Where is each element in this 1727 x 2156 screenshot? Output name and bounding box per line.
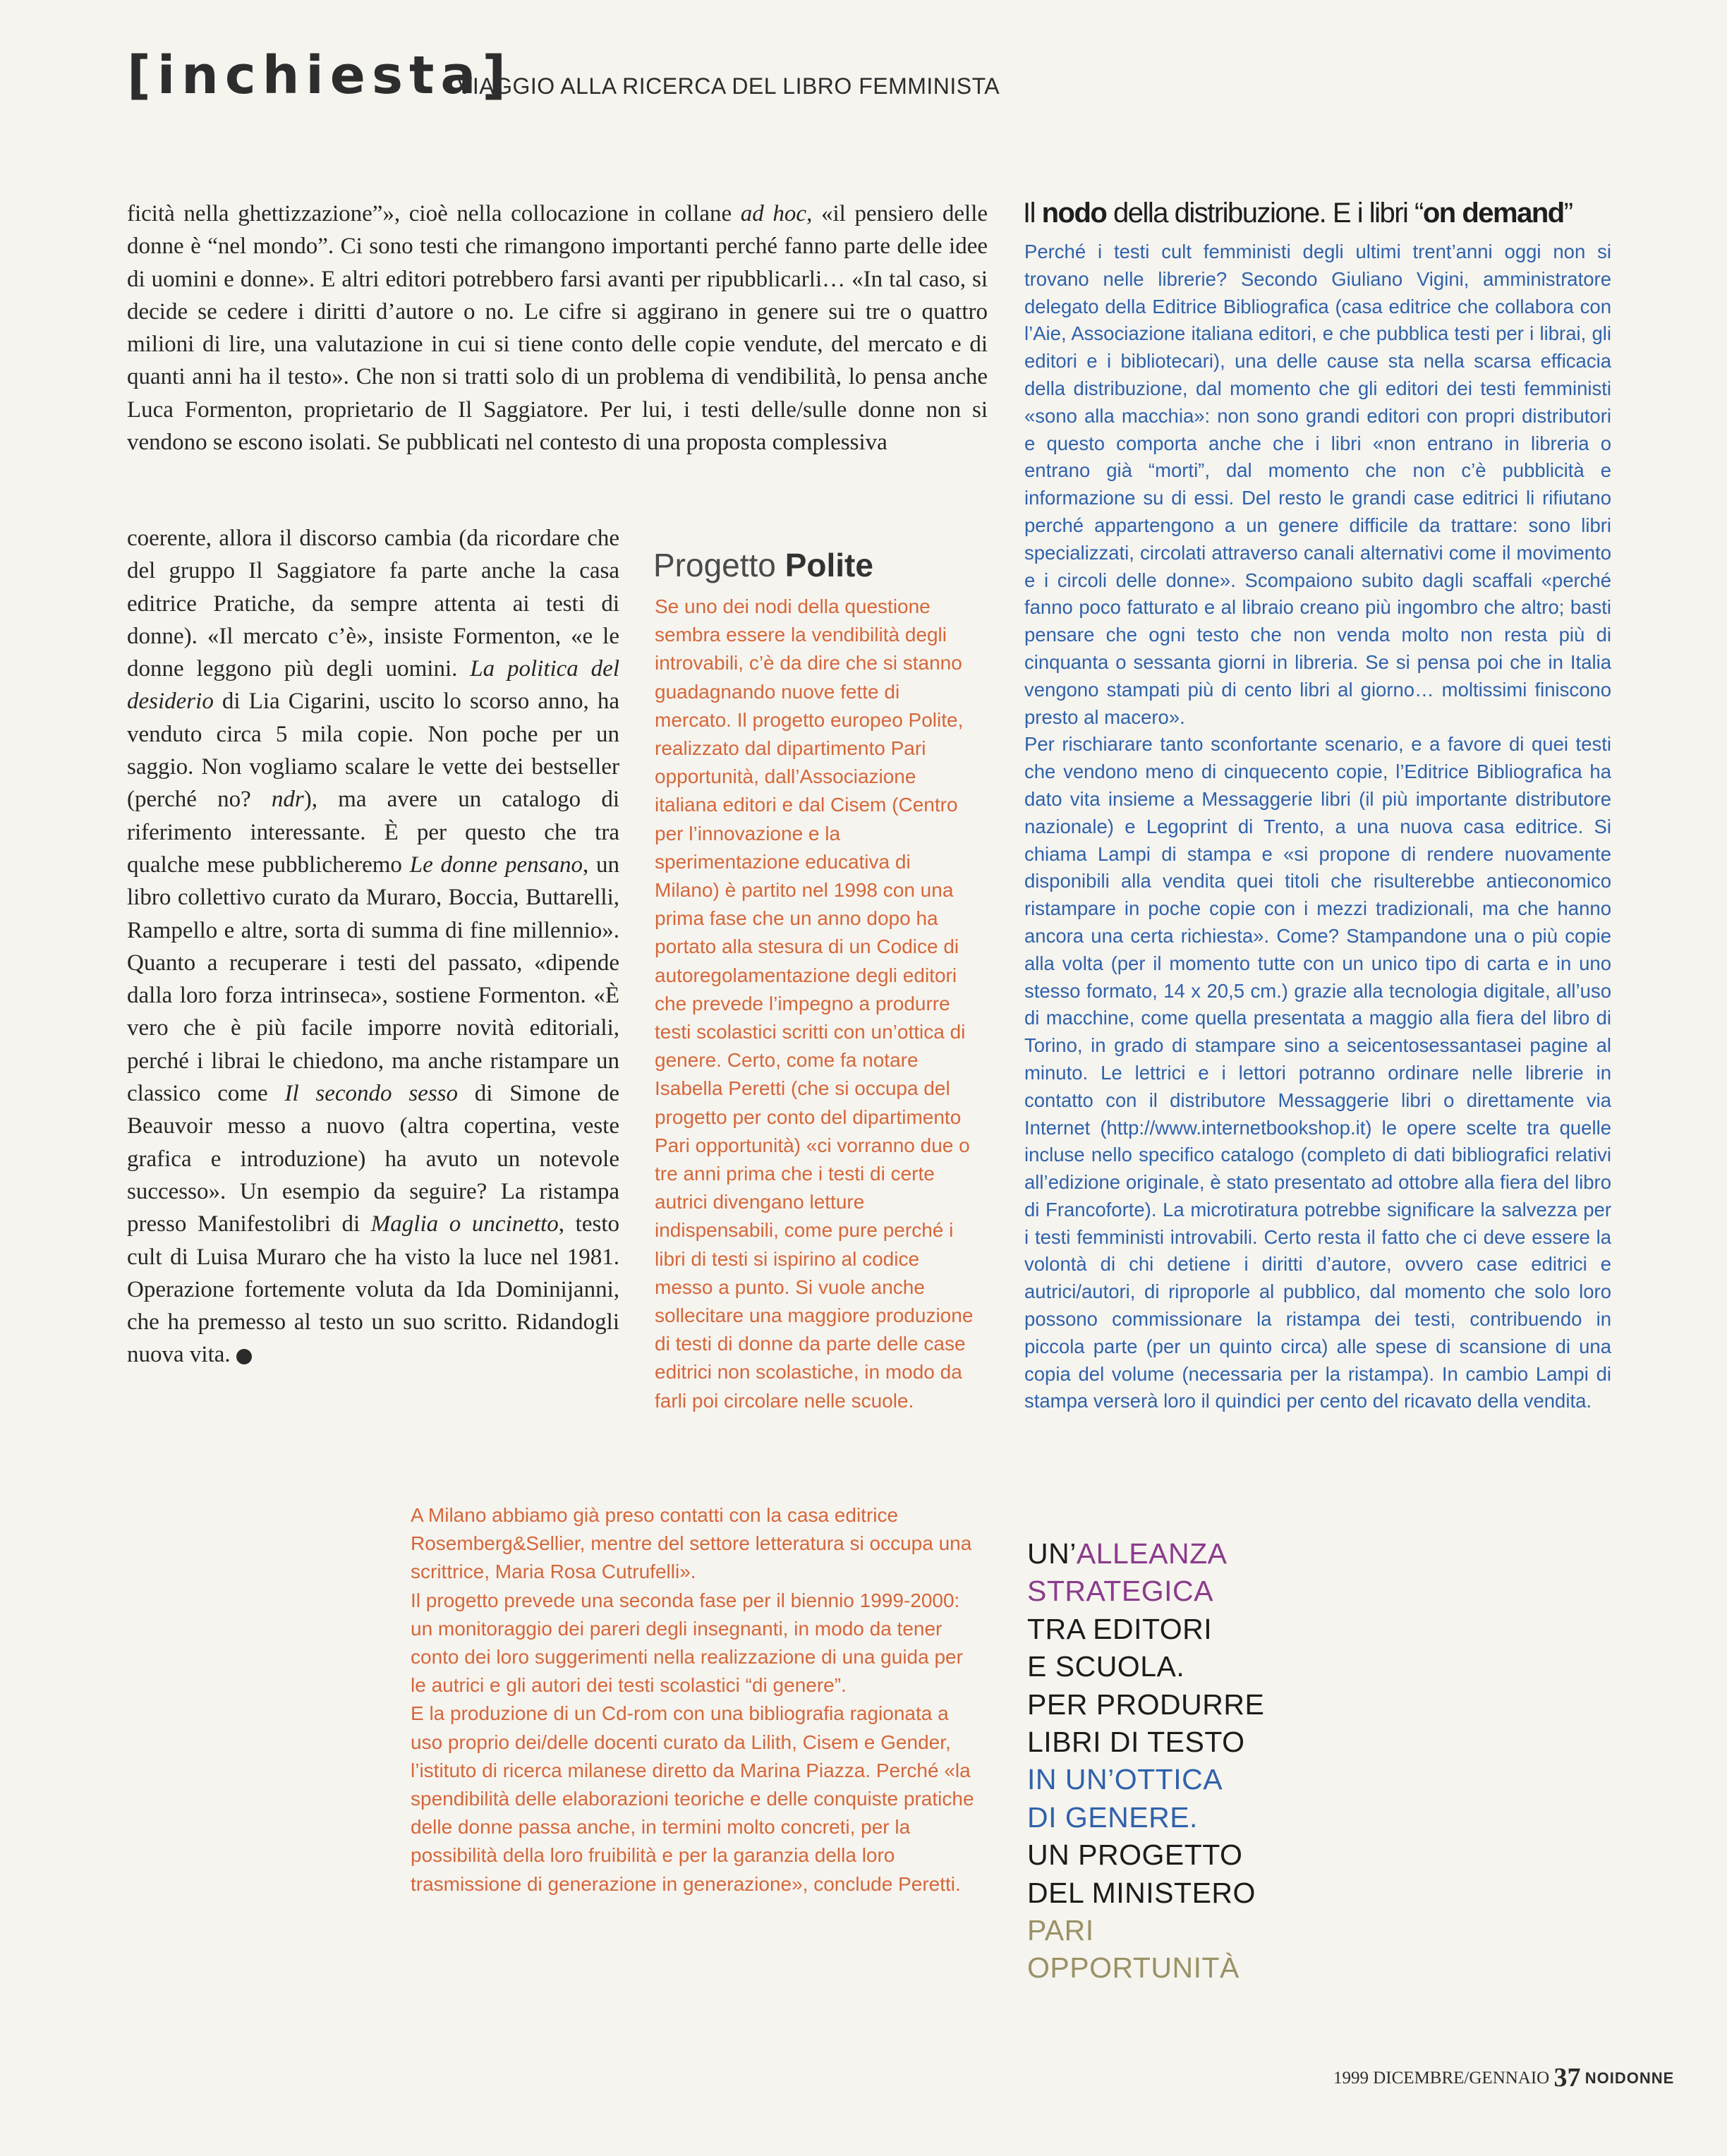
sidebar-title: Progetto Polite [653, 547, 873, 583]
sidebar-text-upper: Se uno dei nodi della questione sembra essere la vendibilità degli introvabili, c’è da dire che si stanno guadagnando nuove fette di mercato. Il progetto europeo Polite, realizzato dal dipartimento Pari opportunità, dall’Associazione italiana editori e dal Cisem (Centro per l’innovazione e la sperimentazione educativa di Milano) è partito nel 1998 con una prima fase che un anno dopo ha portato alla stesura di un Codice di autoregolamentazione degli editori che prevede l’impegno a produrre testi scolastici scritti con un’ottica di genere. Certo, come fa notare Isabella Peretti (che si occupa del progetto per conto del dipartimento Pari opportunità) «ci vorranno due o tre anni prima che i testi di certe autrici divengano letture indispensabili, come pure perché i libri di testi si ispirino al codice messo a punto. Si vuole anche sollecitare una maggiore produzione di testi di donne da parte delle case editrici non scolastiche, in modo da farli poi circolare nelle scuole. [655, 595, 974, 1412]
page-footer [1333, 2061, 1675, 2093]
pull-quote: UN’ALLEANZA STRATEGICA TRA EDITORI E SCUOLA. PER PRODURRE LIBRI DI TESTO IN UN’OTTICA DI GENERE. UN PROGETTO DEL MINISTERO PARI OPPORTUNITÀ [1027, 1537, 1265, 1985]
sidebar-text-lower: A Milano abbiamo già preso contatti con la casa editrice Rosemberg&Sellier, mentre del settore letteratura si occupa una scrittrice, Maria Rosa Cutrufelli». Il progetto prevede una seconda fase per il biennio 1999-2000: un monitoraggio dei pareri degli insegnanti, in modo da tener conto dei loro suggerimenti nella realizzazione di una guida per le autrici e gli autori dei testi scolastici “di genere”. E la produzione di un Cd-rom con una bibliografia ragionata a uso proprio dei/delle docenti curato da Lilith, Cisem e Gender, l’istituto di ricerca milanese diretto da Marina Piazza. Perché «la spendibilità delle elaborazioni teoriche e delle conquiste pratiche delle donne passa anche, in termini molto concreti, per la possibilità della loro fruibilità e per la garanzia della loro trasmissione di generazione in generazione», conclude Peretti. [411, 1504, 974, 1895]
article-subtitle: VIAGGIO ALLA RICERCA DEL LIBRO FEMMINISTA [457, 73, 1000, 99]
paragraph: ficità nella ghettizzazione”», cioè nella collocazione in collane ad hoc, «il pensiero delle donne è “nel mondo”. Ci sono testi che rimangono importanti perché fanno parte delle idee di uomini e donne». E altri editori potrebbero farsi avanti per ripubblicarli… «In tal caso, si decide se cedere i diritti d’autore o no. Le cifre si aggirano in genere sui tre o quattro milioni di lire, una valutazione in cui si tiene conto delle copie vendute, del mercato e di quanti anni ha il testo». Che non si tratti solo di un problema di vendibilità, lo pensa anche Luca Formenton, proprietario de Il Saggiatore. Per lui, i testi delle/sulle donne non si vendono se escono isolati. Se pubblicati nel contesto di una proposta complessiva [127, 201, 988, 456]
section-tag: [inchiesta] [127, 45, 513, 106]
distribution-text: Perché i testi cult femministi degli ultimi trent’anni oggi non si trovano nelle librerie? Secondo Giuliano Vigini, amministratore delegato della Editrice Bibliografica (casa editrice che collabora con l’Aie, Associazione italiana editori, e che pubblica testi per i librai, gli editori e i bibliotecari), una delle cause sta nella scarsa efficacia della distribuzione, dal momento che gli editori dei testi femministi «sono alla macchia»: non sono grandi editori con propri distributori e questo comporta anche che i libri «non entrano in libreria o entrano già “morti”, dal momento che non c’è pubblicità e informazione su di essi. Del resto le grandi case editrici li rifiutano perché appartengono a un genere difficile da trattare: sono libri specializzati, circolati attraverso canali alternativi come il movimento e i circoli delle donne». Scompaiono subito dagli scaffali «perché fanno poco fatturato e al libraio creano più ingombro che altro; basti pensare che ogni testo che non venda molto non resta più di cinquanta o sessanta giorni in libreria. Se si pensa poi che in Italia vengono stampati più di cento libri al giorno… moltissimi finiscono presto al macero». Per rischiarare tanto sconfortante scenario, e a favore di quei testi che vendono meno di cinquecento copie, l’Editrice Bibliografica ha dato vita insieme a Messaggerie libri (il più importante distributore nazionale) e Legoprint di Trento, a una nuova casa editrice. Si chiama Lampi di stampa e «si propone di rendere nuovamente disponibili alla vendita quei titoli che risulterebbe antieconomico ristampare in poche copie con i mezzi tradizionali, ma che hanno ancora una certa richiesta». Come? Stampandone una o più copie alla volta (per il momento tutte con un unico tipo di carta e in uno stesso formato, 14 x 20,5 cm.) grazie alla tecnologia digitale, all’uso di macchine, come quella presentata a maggio alla fiera del libro di Torino, in grado di stampare sino a seicentosessantasei pagine al minuto. Le lettrici e i lettori potranno ordinare nelle librerie in contatto con il distributore Messaggerie libri o direttamente via Internet (http://www.internetbookshop.it) le opere scelte tra quelle incluse nello specifico catalogo (completo di dati bibliografici relativi all’edizione originale, è stato presentato ad ottobre alla fiera del libro di Francoforte). La microtiratura potrebbe significare la salvezza per i testi femministi introvabili. Certo resta il fatto che ci deve essere la volontà di chi detiene i diritti d’autore, ovvero case editrici e autrici/autori, di riproporle al pubblico, dal momento che solo loro possono commissionare la ristampa dei testi, contribuendo in piccola parte (per un quinto circa) alle spese di scansione di una copia del volume (necessaria per la ristampa). In cambio Lampi di stampa verserà loro il quindici per cento del ricavato della vendita. [1024, 241, 1611, 1412]
magazine-name: NOIDONNE [1584, 2069, 1675, 2087]
section-heading: Il nodo della distribuzione. E i libri “on demand” [1023, 198, 1573, 229]
page-number: 37 [1553, 2063, 1581, 2093]
body-text-upper [127, 198, 988, 459]
paragraph: coerente, allora il discorso cambia (da ricordare che del gruppo Il Saggiatore fa parte anche la casa editrice Pratiche, da sempre attenta ai testi di donne). «Il mercato c’è», insiste Formenton, «e le donne leggono più degli uomini. La politica del desiderio di Lia Cigarini, uscito lo scorso anno, ha venduto circa 5 mila copie. Non poche per un saggio. Non vogliamo scalare le vette dei bestseller (perché no? ndr), ma avere un catalogo di riferimento interessante. È per questo che tra qualche mese pubblicheremo Le donne pensano, un libro collettivo curato da Muraro, Boccia, Buttarelli, Rampello e altre, sorta di summa di fine millennio». Quanto a recuperare i testi del passato, «dipende dalla loro forza intrinseca», sostiene Formenton. «È vero che è più facile imporre novità editoriali, perché i librai le chiedono, ma anche ristampare un classico come Il secondo sesso di Simone de Beauvoir messo a nuovo (altra copertina, veste grafica e introduzione) ha avuto un notevole successo». Un esempio da seguire? La ristampa presso Manifestolibri di Maglia o uncinetto, testo cult di Luisa Muraro che ha visto la luce nel 1981. Operazione fortemente voluta da Ida Dominijanni, che ha premesso al testo un suo scritto. Ridandogli nuova vita. [127, 526, 620, 1368]
issue-date: 1999 DICEMBRE/GENNAIO [1333, 2069, 1550, 2088]
body-text-lower [127, 522, 619, 1371]
end-of-article-bullet-icon [236, 1349, 252, 1364]
